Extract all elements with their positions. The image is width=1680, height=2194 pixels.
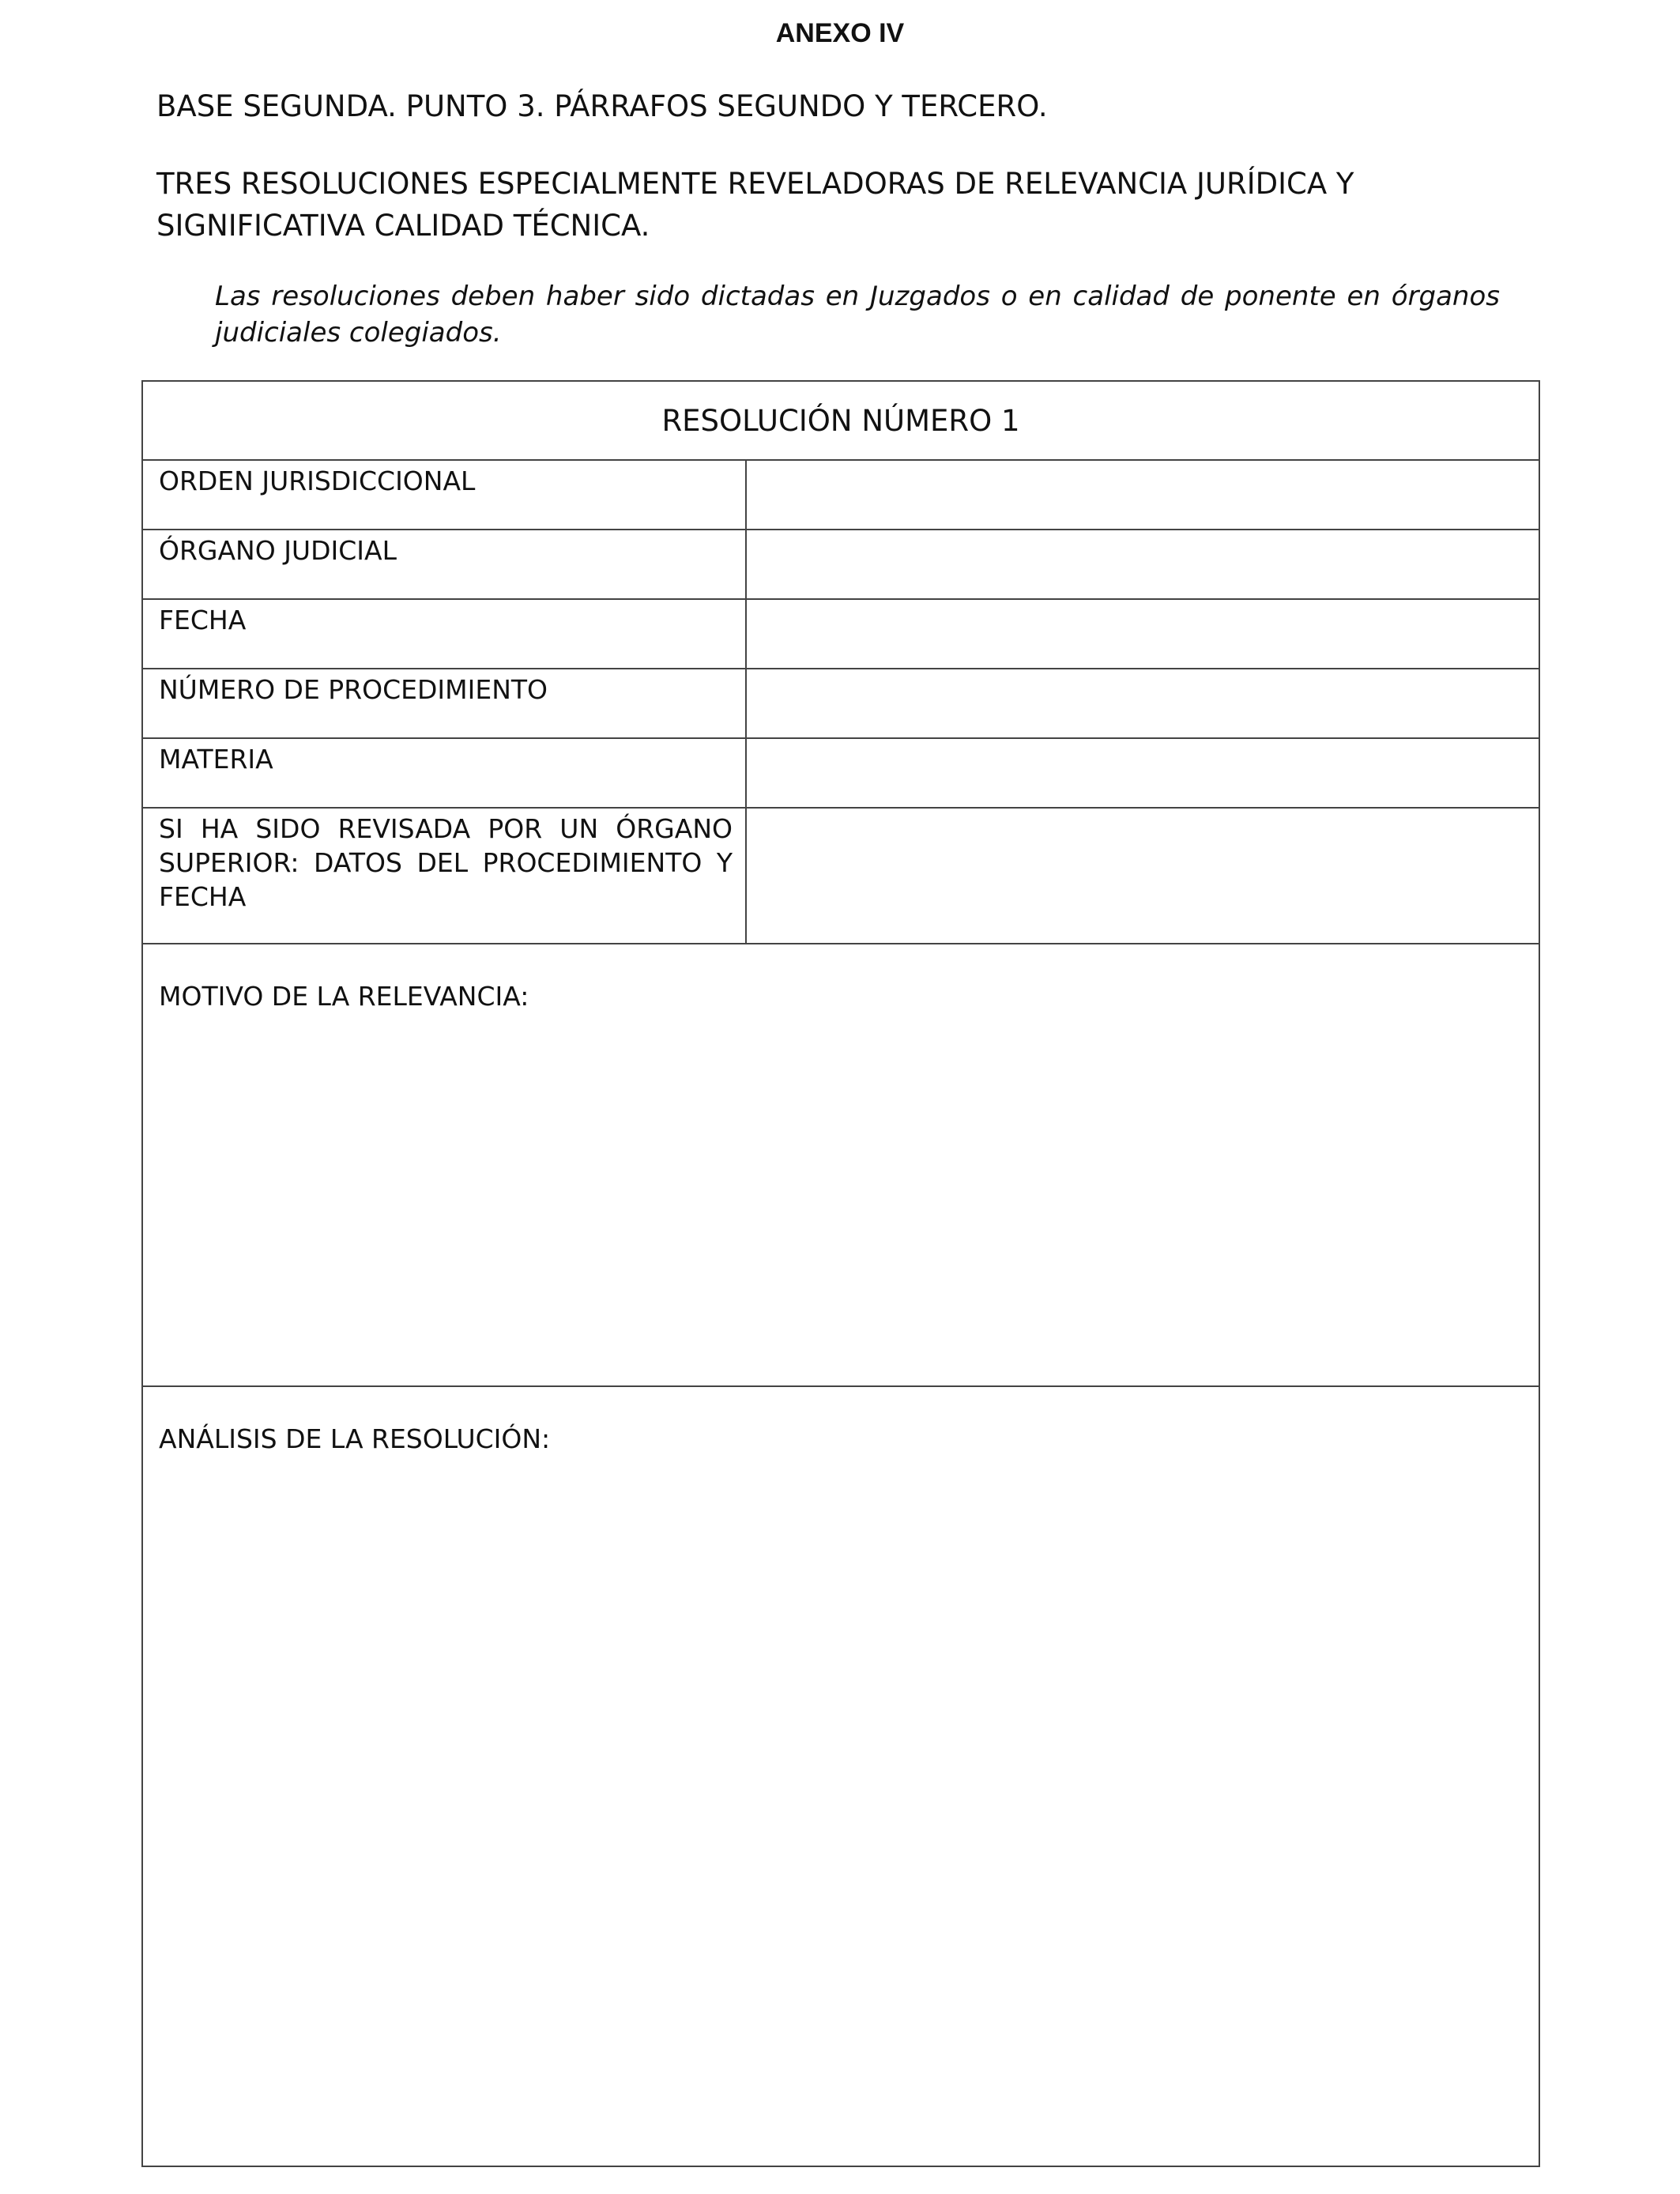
field-value-revision[interactable] — [747, 809, 1539, 943]
form-row-organo-judicial — [143, 529, 1539, 598]
field-label-orden-jurisdiccional: ORDEN JURISDICCIONAL — [159, 466, 476, 496]
field-label-organo-judicial: ÓRGANO JUDICIAL — [159, 535, 397, 566]
field-value-organo-judicial[interactable] — [747, 530, 1539, 598]
form-row-orden-jurisdiccional — [143, 459, 1539, 529]
field-label-revision: SI HA SIDO REVISADA POR UN ÓRGANO SUPERIOR: DATOS DEL PROCEDIMIENTO Y FECHA — [159, 813, 733, 912]
instructions-note: Las resoluciones deben haber sido dictadas en Juzgados o en calidad de ponente en órganos judiciales colegiados. — [215, 281, 1500, 349]
form-row-materia — [143, 737, 1539, 807]
resolution-form-title: RESOLUCIÓN NÚMERO 1 — [661, 403, 1020, 438]
field-value-materia[interactable] — [747, 739, 1539, 807]
relevance-label: MOTIVO DE LA RELEVANCIA: — [159, 981, 529, 1012]
field-value-fecha[interactable] — [747, 600, 1539, 668]
resolution-form-table — [141, 380, 1540, 2167]
field-label-fecha: FECHA — [159, 605, 247, 635]
field-label-numero-procedimiento: NÚMERO DE PROCEDIMIENTO — [159, 674, 548, 705]
form-heading: TRES RESOLUCIONES ESPECIALMENTE REVELADORAS DE RELEVANCIA JURÍDICA Y SIGNIFICATIVA CALIDAD TÉCNICA. — [156, 167, 1354, 243]
section-heading: BASE SEGUNDA. PUNTO 3. PÁRRAFOS SEGUNDO Y TERCERO. — [156, 89, 1048, 123]
analysis-label: ANÁLISIS DE LA RESOLUCIÓN: — [159, 1423, 551, 1454]
annex-title: ANEXO IV — [775, 18, 905, 48]
relevance-text-area[interactable] — [159, 1023, 1539, 1371]
analysis-text-area[interactable] — [159, 1466, 1539, 2146]
form-row-revision — [143, 807, 1539, 943]
analysis-section — [143, 1385, 1539, 2166]
field-value-orden-jurisdiccional[interactable] — [747, 461, 1539, 529]
form-row-fecha — [143, 598, 1539, 668]
relevance-section — [143, 943, 1539, 1385]
field-value-numero-procedimiento[interactable] — [747, 669, 1539, 737]
form-row-numero-procedimiento — [143, 668, 1539, 737]
field-label-materia: MATERIA — [159, 744, 273, 775]
